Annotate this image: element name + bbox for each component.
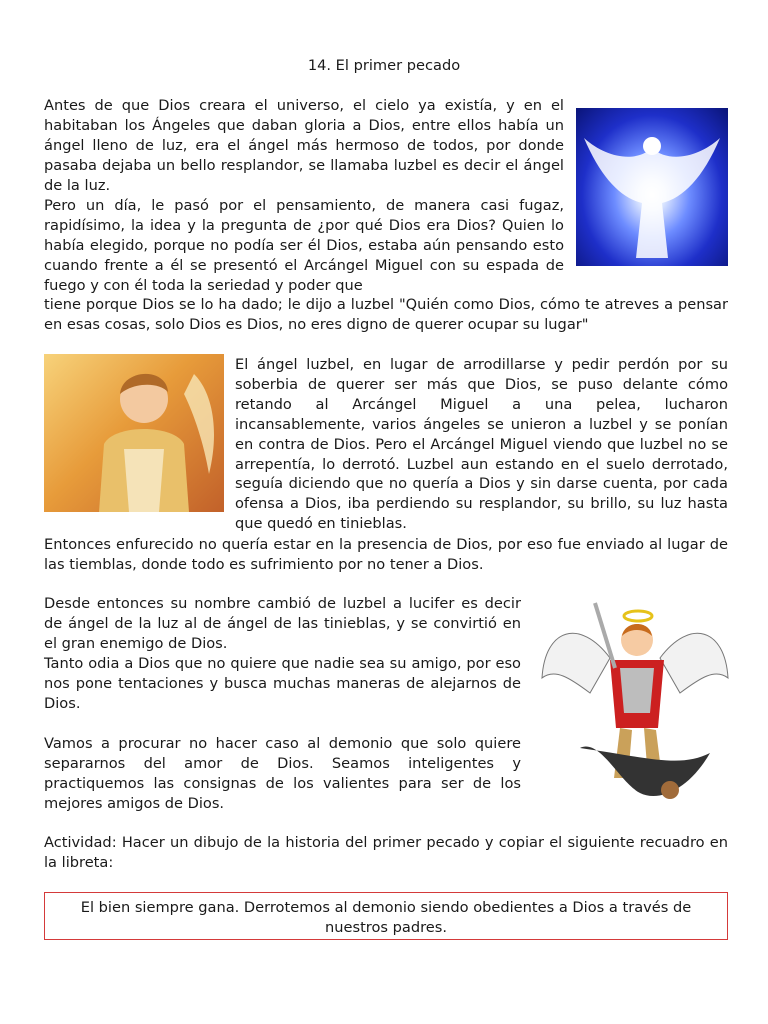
- paragraph-intro: Antes de que Dios creara el universo, el cielo ya existía, y en el habitaban los Ángeles que daban gloria a Dios, entre ellos había un ángel lleno de luz, era el ángel más hermoso de todos, por donde pasaba dejaba un bello resplandor, se llamaba luzbel es decir el ángel de la luz.: [44, 97, 564, 194]
- paragraph-pride: Pero un día, le pasó por el pensamiento, de manera casi fugaz, rapidísimo, la idea y la pregunta de ¿por qué Dios era Dios? Quien lo había elegido, porque no podía ser él Dios, estaba aún pensando esto cuando frente a él se presentó el Arcángel Miguel con su espada de fuego y con él toda la seriedad y poder que: [44, 197, 564, 294]
- saint-michael-icon: [540, 598, 730, 808]
- paragraph-enemy: Tanto odia a Dios que no quiere que nadie sea su amigo, por eso nos pone tentaciones y busca muchas maneras de alejarnos de Dios.: [44, 655, 521, 712]
- paragraph-michael-speech: tiene porque Dios se lo ha dado; le dijo a luzbel "Quién como Dios, cómo te atreves a pensar en esas cosas, solo Dios es Dios, no eres digno de querer ocupar su lugar": [44, 296, 728, 333]
- glowing-angel-image: [576, 108, 728, 266]
- paragraph-advice: Vamos a procurar no hacer caso al demonio que solo quiere separarnos del amor de Dios. Seamos inteligentes y practiquemos las consignas de los valientes para ser de los mejores amigos de Dios.: [44, 735, 521, 812]
- angel-silhouette-icon: [576, 108, 728, 266]
- motto-text: El bien siempre gana. Derrotemos al demonio siendo obedientes a Dios a través de nuestros padres.: [80, 899, 692, 936]
- michael-armor-icon: [44, 354, 224, 512]
- saint-michael-slaying-demon-image: [540, 598, 730, 808]
- page-title: 14. El primer pecado: [307, 57, 461, 74]
- paragraph-exile: Entonces enfurecido no quería estar en la presencia de Dios, por eso fue enviado al lugar de las tiemblas, donde todo es sufrimiento por no tener a Dios.: [44, 536, 728, 573]
- activity-instructions: Actividad: Hacer un dibujo de la historia del primer pecado y copiar el siguiente recuadro en la libreta:: [44, 834, 728, 871]
- paragraph-lucifer: Desde entonces su nombre cambió de luzbel a lucifer es decir de ángel de la luz al de ángel de las tinieblas, y se convirtió en el gran enemigo de Dios.: [44, 595, 521, 652]
- archangel-michael-cartoon-image: [44, 354, 224, 512]
- motto-box: [44, 892, 728, 940]
- paragraph-battle: El ángel luzbel, en lugar de arrodillarse y pedir perdón por su soberbia de querer ser más que Dios, se puso delante cómo retando al Arcángel Miguel a una pelea, lucharon incansablemente, varios ángeles se unieron a luzbel y se ponían en contra de Dios. Pero el Arcángel Miguel viendo que luzbel no se arrepentía, lo derrotó. Luzbel aun estando en el suelo derrotado, seguía diciendo que no quería a Dios y sin darse cuenta, por cada ofensa a Dios, iba perdiendo su resplandor, su brillo, su luz hasta que quedó en tinieblas.: [235, 356, 728, 533]
